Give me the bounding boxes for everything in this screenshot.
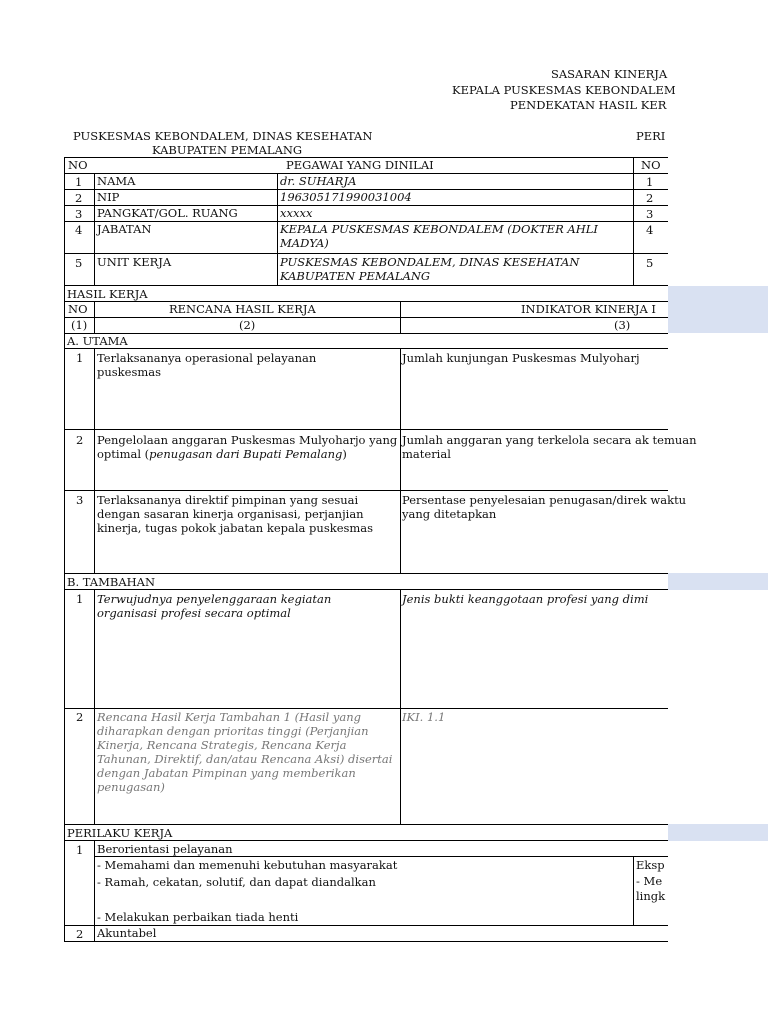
perilaku-point: - Melakukan perbaikan tiada henti xyxy=(97,910,299,924)
perilaku-point: - Memahami dan memenuhi kebutuhan masyarakat xyxy=(97,858,398,872)
tambahan-fill xyxy=(668,573,768,590)
tambahan-section-title: B. TAMBAHAN xyxy=(67,575,156,589)
pegawai-row-rno: 2 xyxy=(646,191,654,205)
pegawai-row-value: dr. SUHARJA xyxy=(280,174,357,188)
pegawai-row-value: 196305171990031004 xyxy=(280,190,412,204)
perilaku-fill xyxy=(668,824,768,841)
perilaku-title: PERILAKU KERJA xyxy=(67,826,173,840)
tambahan-row-no: 1 xyxy=(76,592,84,606)
utama-row-no: 3 xyxy=(76,493,84,507)
utama-row-no: 1 xyxy=(76,351,84,365)
perilaku-right-line2: lingk xyxy=(636,889,666,903)
pegawai-row-label: UNIT KERJA xyxy=(97,255,172,269)
pegawai-row-value: xxxxx xyxy=(280,206,313,220)
perilaku-right-head: Eksp xyxy=(636,858,665,872)
hasil-num-2: (2) xyxy=(239,318,256,332)
pegawai-row-label: PANGKAT/GOL. RUANG xyxy=(97,206,238,220)
doc-title-line1: SASARAN KINERJA xyxy=(551,67,668,81)
pegawai-row-value: KEPALA PUSKESMAS KEBONDALEM (DOKTER AHLI MADYA) xyxy=(280,222,598,250)
pegawai-row-label: JABATAN xyxy=(97,222,152,236)
utama-row-rhk: Terlaksananya operasional pelayanan puskesmas xyxy=(97,351,317,379)
pegawai-row-no: 5 xyxy=(75,256,83,270)
tambahan-row-rhk: Rencana Hasil Kerja Tambahan 1 (Hasil yang diharapkan dengan prioritas tinggi (Perjanjian Kinerja, Rencana Strategis, Rencana Kerja Tahunan, Direktif, dan/atau Rencana Aksi) disertai dengan Jabatan Pimpinan yang memberikan penugasan) xyxy=(97,710,393,794)
pegawai-row-no: 4 xyxy=(75,223,83,237)
hasil-header-fill xyxy=(668,286,768,333)
tambahan-row-rhk: Terwujudnya penyelenggaraan kegiatan organisasi profesi secara optimal xyxy=(97,592,332,620)
utama-row-iki: Jumlah anggaran yang terkelola secara ak temuan material xyxy=(402,433,697,461)
pegawai-header: PEGAWAI YANG DINILAI xyxy=(286,158,434,172)
pegawai-row-rno: 5 xyxy=(646,256,654,270)
pegawai-row-no: 2 xyxy=(75,191,83,205)
perilaku-right-line1: - Me xyxy=(636,874,663,888)
pegawai-col-no-right: NO xyxy=(641,158,661,172)
pegawai-row-no: 1 xyxy=(75,175,83,189)
perilaku-point: - Ramah, cekatan, solutif, dan dapat diandalkan xyxy=(97,875,376,889)
perilaku-row-no: 2 xyxy=(76,927,84,941)
tambahan-row-iki: Jenis bukti keanggotaan profesi yang dimi xyxy=(402,592,649,606)
perilaku-row-no: 1 xyxy=(76,843,84,857)
pegawai-row-rno: 3 xyxy=(646,207,654,221)
pegawai-row-value: PUSKESMAS KEBONDALEM, DINAS KESEHATAN KABUPATEN PEMALANG xyxy=(280,255,580,283)
hasil-col-iki: INDIKATOR KINERJA I xyxy=(521,302,656,316)
doc-title-line3: PENDEKATAN HASIL KER xyxy=(510,98,667,112)
perilaku-row-label: Akuntabel xyxy=(97,926,157,940)
doc-title-line2: KEPALA PUSKESMAS KEBONDALEM xyxy=(452,83,676,97)
hasil-col-rhk: RENCANA HASIL KERJA xyxy=(169,302,316,316)
pegawai-row-rno: 4 xyxy=(646,223,654,237)
utama-row-rhk: Terlaksananya direktif pimpinan yang sesuai dengan sasaran kinerja organisasi, perjanjian kinerja, tugas pokok jabatan kepala puskesmas xyxy=(97,493,374,535)
pegawai-row-label: NIP xyxy=(97,190,120,204)
hasil-col-no: NO xyxy=(68,302,88,316)
hasil-num-1: (1) xyxy=(71,318,88,332)
utama-row-no: 2 xyxy=(76,433,84,447)
pegawai-col-no: NO xyxy=(68,158,88,172)
pegawai-row-label: NAMA xyxy=(97,174,136,188)
utama-row-iki: Jumlah kunjungan Puskesmas Mulyoharj xyxy=(402,351,640,365)
utama-section-title: A. UTAMA xyxy=(67,334,128,348)
utama-row-iki: Persentase penyelesaian penugasan/direk waktu yang ditetapkan xyxy=(402,493,687,521)
pegawai-row-no: 3 xyxy=(75,207,83,221)
tambahan-row-iki: IKI. 1.1 xyxy=(402,710,446,724)
hasil-title: HASIL KERJA xyxy=(67,287,148,301)
perilaku-row-label: Berorientasi pelayanan xyxy=(97,842,233,856)
hasil-num-3: (3) xyxy=(614,318,631,332)
org-name-line2: KABUPATEN PEMALANG xyxy=(152,143,303,157)
utama-row-rhk: Pengelolaan anggaran Puskesmas Mulyoharjo yang optimal (penugasan dari Bupati Pemalang) xyxy=(97,433,398,461)
org-name-line1: PUSKESMAS KEBONDALEM, DINAS KESEHATAN xyxy=(73,129,373,143)
pegawai-row-rno: 1 xyxy=(646,175,654,189)
tambahan-row-no: 2 xyxy=(76,710,84,724)
period-label: PERI xyxy=(636,129,666,143)
